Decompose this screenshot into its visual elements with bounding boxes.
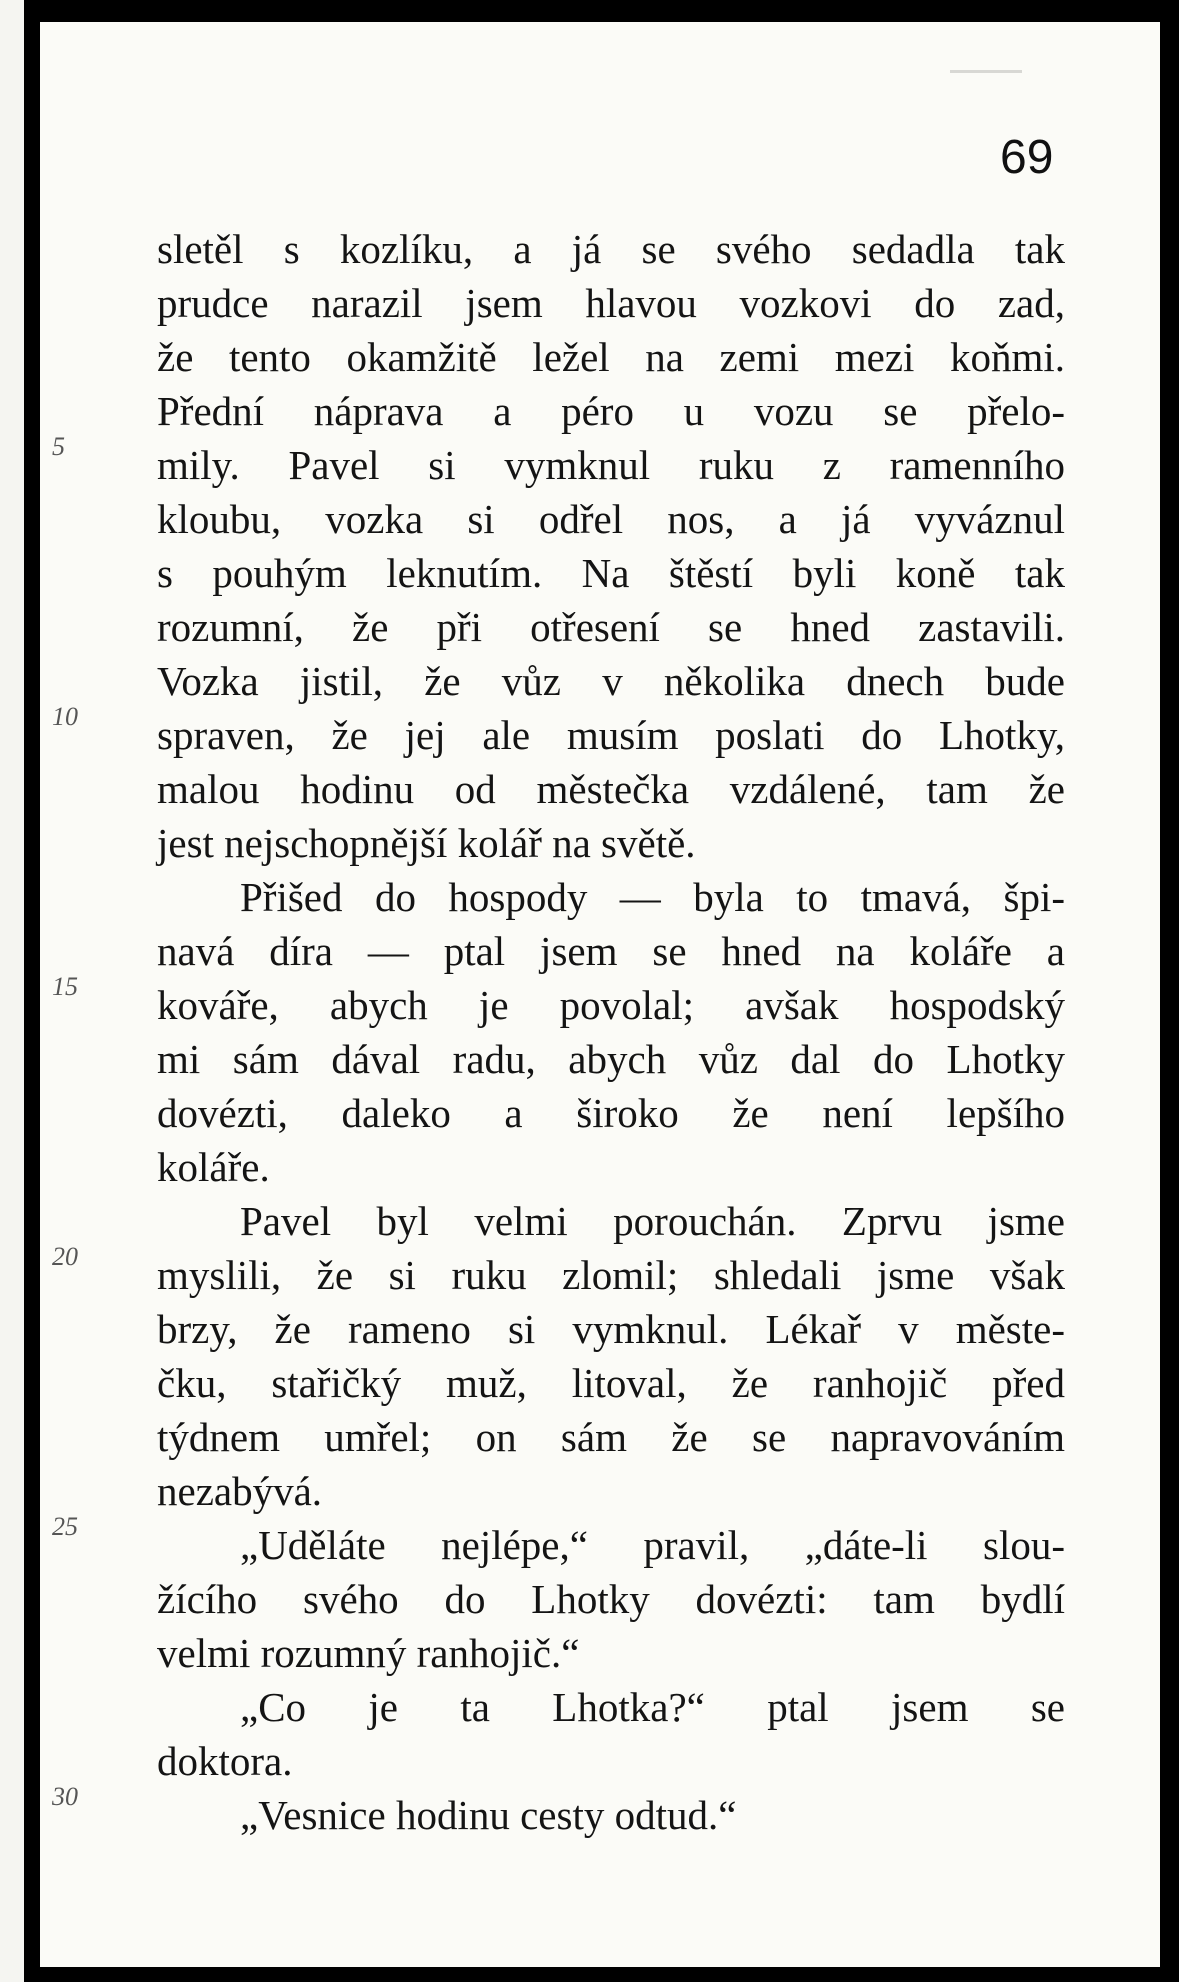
text-line-19: Pavel byl velmi porouchán. Zprvu jsme xyxy=(240,1198,1065,1244)
text-line-7: s pouhým leknutím. Na štěstí byli koně tak xyxy=(157,550,1065,596)
text-line-5: mily. Pavel si vymknul ruku z ramenního xyxy=(157,442,1065,488)
margin-line-number: 25 xyxy=(52,1512,78,1541)
margin-line-number: 10 xyxy=(52,702,78,731)
text-line-22: čku, stařičký muž, litoval, že ranhojič před xyxy=(157,1360,1065,1406)
text-line-12: jest nejschopnější kolář na světě. xyxy=(157,820,696,866)
text-line-2: prudce narazil jsem hlavou vozkovi do zad, xyxy=(157,280,1065,326)
page-number: 69 xyxy=(1000,131,1054,184)
margin-line-number: 15 xyxy=(52,972,78,1001)
text-line-27: velmi rozumný ranhojič.“ xyxy=(157,1630,580,1676)
text-line-26: žícího svého do Lhotky dovézti: tam bydlí xyxy=(157,1576,1065,1622)
text-line-8: rozumní, že při otřesení se hned zastavili. xyxy=(157,604,1065,650)
text-line-16: mi sám dával radu, abych vůz dal do Lhotky xyxy=(157,1036,1065,1082)
text-line-21: brzy, že rameno si vymknul. Lékař v měste- xyxy=(157,1306,1065,1352)
text-line-28: „Co je ta Lhotka?“ ptal jsem se xyxy=(240,1684,1065,1730)
text-line-10: spraven, že jej ale musím poslati do Lhotky, xyxy=(157,712,1065,758)
text-line-6: kloubu, vozka si odřel nos, a já vyváznul xyxy=(157,496,1065,542)
margin-line-number: 20 xyxy=(52,1242,78,1271)
left-page-edge xyxy=(0,0,24,1982)
book-page xyxy=(40,22,1160,1967)
text-line-18: koláře. xyxy=(157,1144,270,1190)
text-line-17: dovézti, daleko a široko že není lepšího xyxy=(157,1090,1065,1136)
text-line-3: že tento okamžitě ležel na zemi mezi koňmi. xyxy=(157,334,1065,380)
text-line-30: „Vesnice hodinu cesty odtud.“ xyxy=(240,1792,737,1838)
text-line-29: doktora. xyxy=(157,1738,293,1784)
text-line-11: malou hodinu od městečka vzdálené, tam že xyxy=(157,766,1065,812)
page-edge-smudge xyxy=(950,70,1022,73)
text-line-25: „Uděláte nejlépe,“ pravil, „dáte-li slou- xyxy=(240,1522,1065,1568)
text-line-9: Vozka jistil, že vůz v několika dnech bude xyxy=(157,658,1065,704)
text-line-20: myslili, že si ruku zlomil; shledali jsme však xyxy=(157,1252,1065,1298)
text-line-1: sletěl s kozlíku, a já se svého sedadla tak xyxy=(157,226,1065,272)
text-line-4: Přední náprava a péro u vozu se přelo- xyxy=(157,388,1065,434)
text-line-15: kováře, abych je povolal; avšak hospodský xyxy=(157,982,1065,1028)
text-line-14: navá díra — ptal jsem se hned na koláře a xyxy=(157,928,1065,974)
text-line-13: Přišed do hospody — byla to tmavá, špi- xyxy=(240,874,1065,920)
text-line-23: týdnem umřel; on sám že se napravováním xyxy=(157,1414,1065,1460)
margin-line-number: 30 xyxy=(52,1782,78,1811)
margin-line-number: 5 xyxy=(52,432,65,461)
text-line-24: nezabývá. xyxy=(157,1468,323,1514)
